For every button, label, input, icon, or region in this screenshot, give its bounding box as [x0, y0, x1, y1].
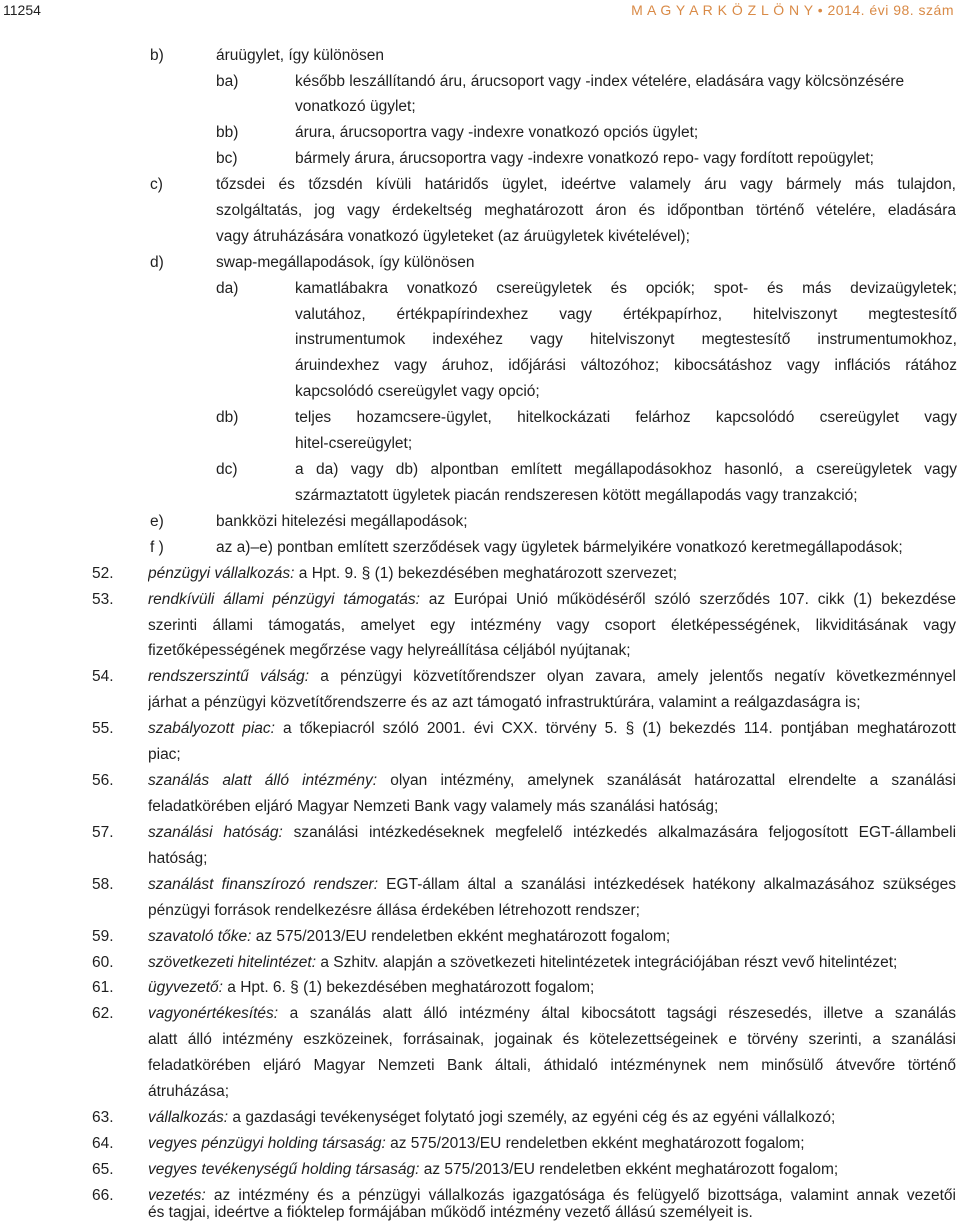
definition-number: 58. [92, 876, 114, 893]
defined-term: szanálást finanszírozó rendszer: [148, 876, 379, 893]
defined-term: szanálás alatt álló intézmény: [148, 772, 378, 789]
definition-text: az 575/2013/EU rendeletben ekként meghatározott fogalom; [385, 1135, 805, 1152]
text-line: később leszállítandó áru, árucsoport vagy -index vételére, eladására vagy kölcsönzésére [295, 73, 905, 90]
definition-text: a pénzügyi közvetítőrendszer olyan zavara, amely jelentős negatív következménnyel [309, 668, 956, 685]
definition-number: 56. [92, 772, 114, 789]
definition-text: az 575/2013/EU rendeletben ekként meghatározott fogalom; [251, 928, 671, 945]
item-label: d) [150, 254, 164, 271]
text-line: instrumentumok indexéhez vagy hitelviszonyt megtestesítő instrumentumokhoz, [295, 331, 957, 348]
definition-line [148, 716, 956, 742]
definition-line [148, 587, 956, 613]
defined-term: vezetés: [148, 1187, 206, 1204]
text-line: valutához, értékpapírindexhez vagy értékpapírhoz, hitelviszonyt megtestesítő [295, 306, 957, 323]
text-line: átruházása; [148, 1083, 229, 1100]
definition-text: a Szhitv. alapján a szövetkezeti hitelintézetek integrációjában részt vevő hitelintézet; [316, 954, 898, 971]
definition-line [148, 1157, 956, 1183]
item-label: ba) [216, 73, 239, 90]
definition-line [148, 561, 956, 587]
definition-text: az Európai Unió működéséről szóló szerződés 107. cikk (1) bekezdése [419, 591, 956, 608]
definition-text: a Hpt. 6. § (1) bekezdésében meghatározott fogalom; [222, 979, 595, 996]
definition-line [148, 1131, 956, 1157]
definition-text: EGT-állam által a szanálási intézkedések hatékony alkalmazásához szükséges [378, 876, 956, 893]
item-label: c) [150, 176, 163, 193]
item-label: da) [216, 280, 239, 297]
defined-term: vagyonértékesítés: [148, 1005, 279, 1022]
item-label: dc) [216, 461, 238, 478]
text-line: a da) vagy db) alpontban említett megállapodásokhoz hasonló, a csereügyletek vagy [295, 461, 957, 478]
definition-number: 62. [92, 1005, 114, 1022]
definition-number: 54. [92, 668, 114, 685]
item-label: db) [216, 409, 239, 426]
text-line: bármely árura, árucsoportra vagy -indexre vonatkozó repo- vagy fordított repoügylet; [295, 150, 874, 167]
definition-number: 64. [92, 1135, 114, 1152]
definition-text: szanálási intézkedéseknek megfelelő intézkedés alkalmazására feljogosított EGT-állambeli [282, 824, 956, 841]
defined-term: szabályozott piac: [148, 720, 275, 737]
text-line: hitel-csereügylet; [295, 435, 413, 452]
definition-line [148, 768, 956, 794]
defined-term: szavatoló tőke: [148, 928, 252, 945]
definition-text: a Hpt. 9. § (1) bekezdésében meghatározott szervezet; [294, 565, 678, 582]
definition-line [148, 820, 956, 846]
definition-line [148, 664, 956, 690]
text-line: piac; [148, 746, 181, 763]
item-label: bb) [216, 124, 239, 141]
definition-line [148, 872, 956, 898]
definition-number: 53. [92, 591, 114, 608]
defined-term: vállalkozás: [148, 1109, 229, 1126]
text-line: és tagjai, ideértve a fióktelep formájában működő intézmény vezető állású személyeit is. [148, 1204, 753, 1221]
text-line: feladatkörében eljáró Magyar Nemzeti Bank vagy valamely más szanálási hatóság; [148, 798, 719, 815]
text-line: feladatkörében eljáró Magyar Nemzeti Bank általi, áthidaló intézménynek nem minősülő átvevőre történő [148, 1057, 956, 1074]
definition-line [148, 975, 956, 1001]
definition-text: a szanálás alatt álló intézmény által kibocsátott tagsági részesedés, illetve a szanálás [278, 1005, 956, 1022]
text-line: vagy átruházására vonatkozó ügyleteket (az áruügyletek kivételével); [216, 228, 690, 245]
text-line: fizetőképességének megőrzése vagy helyreállítása céljából nyújtanak; [148, 642, 631, 659]
text-line: pénzügyi források rendelkezésre állása érdekében létrehozott rendszer; [148, 902, 640, 919]
text-line: alatt álló intézmény eszközeinek, forrásainak, jogainak és kötelezettségeinek e törvény szerinti, a szanálási [148, 1031, 956, 1048]
definition-number: 61. [92, 979, 114, 996]
text-line: az a)–e) pontban említett szerződések vagy ügyletek bármelyikére vonatkozó keretmegállapodások; [216, 539, 903, 556]
text-line: vonatkozó ügylet; [295, 98, 416, 115]
text-line: hatóság; [148, 850, 208, 867]
text-line: származtatott ügyletek piacán rendszeresen kötött megállapodás vagy tranzakció; [295, 487, 858, 504]
text-line: bankközi hitelezési megállapodások; [216, 513, 468, 530]
text-line: szolgáltatás, jog vagy érdekeltség meghatározott áron és időpontban történő vételére, eladására [216, 202, 956, 219]
defined-term: pénzügyi vállalkozás: [148, 565, 295, 582]
defined-term: szanálási hatóság: [148, 824, 283, 841]
definition-text: olyan intézmény, amelynek szanálását határozattal elrendelte a szanálási [377, 772, 956, 789]
defined-term: rendszerszintű válság: [148, 668, 310, 685]
item-label: bc) [216, 150, 238, 167]
item-label: e) [150, 513, 164, 530]
definition-text: a tőkepiacról szóló 2001. évi CXX. törvény 5. § (1) bekezdés 114. pontjában meghatározott [274, 720, 956, 737]
defined-term: vegyes tevékenységű holding társaság: [148, 1161, 420, 1178]
item-label: b) [150, 47, 164, 64]
text-line: szerinti állami támogatás, amelyet egy intézmény vagy csoport életképességének, likviditásának vagy [148, 617, 956, 634]
text-line: swap-megállapodások, így különösen [216, 254, 475, 271]
definition-number: 59. [92, 928, 114, 945]
definition-text: a gazdasági tevékenységet folytató jogi személy, az egyéni cég és az egyéni vállalkozó; [228, 1109, 836, 1126]
definition-number: 63. [92, 1109, 114, 1126]
text-line: áruindexhez vagy áruhoz, időjárási változóhoz; kibocsátáshoz vagy inflációs rátához [295, 357, 957, 374]
definition-number: 66. [92, 1187, 114, 1204]
text-line: kamatlábakra vonatkozó csereügyletek és opciók; spot- és más devizaügyletek; [295, 280, 957, 297]
text-line: teljes hozamcsere-ügylet, hitelkockázati felárhoz kapcsolódó csereügylet vagy [295, 409, 957, 426]
definition-line [148, 950, 956, 976]
item-label: f ) [150, 539, 164, 556]
definition-line [148, 1105, 956, 1131]
text-line: árura, árucsoportra vagy -indexre vonatkozó opciós ügylet; [295, 124, 699, 141]
text-line: áruügylet, így különösen [216, 47, 385, 64]
text-line: járhat a pénzügyi közvetítőrendszerre és az azt támogató infrastruktúrára, valamint a reálgazdaságra is; [148, 694, 861, 711]
defined-term: szövetkezeti hitelintézet: [148, 954, 317, 971]
definition-line [148, 1001, 956, 1027]
defined-term: rendkívüli állami pénzügyi támogatás: [148, 591, 420, 608]
page-number: 11254 [3, 2, 41, 18]
definition-number: 57. [92, 824, 114, 841]
definition-number: 60. [92, 954, 114, 971]
definition-number: 52. [92, 565, 114, 582]
definition-text: az intézmény és a pénzügyi vállalkozás igazgatósága és felügyelő bizottsága, valamint annak vezetői [205, 1187, 956, 1204]
defined-term: ügyvezető: [148, 979, 223, 996]
text-line: tőzsdei és tőzsdén kívüli határidős ügylet, ideértve valamely áru vagy bármely más tulajdon, [216, 176, 956, 193]
definition-text: az 575/2013/EU rendeletben ekként meghatározott fogalom; [419, 1161, 839, 1178]
text-line: kapcsolódó csereügylet vagy opció; [295, 383, 540, 400]
definition-number: 55. [92, 720, 114, 737]
journal-title: M A G Y A R K Ö Z L Ö N Y • 2014. évi 98. szám [631, 2, 954, 18]
definition-number: 65. [92, 1161, 114, 1178]
defined-term: vegyes pénzügyi holding társaság: [148, 1135, 386, 1152]
definition-line [148, 924, 956, 950]
